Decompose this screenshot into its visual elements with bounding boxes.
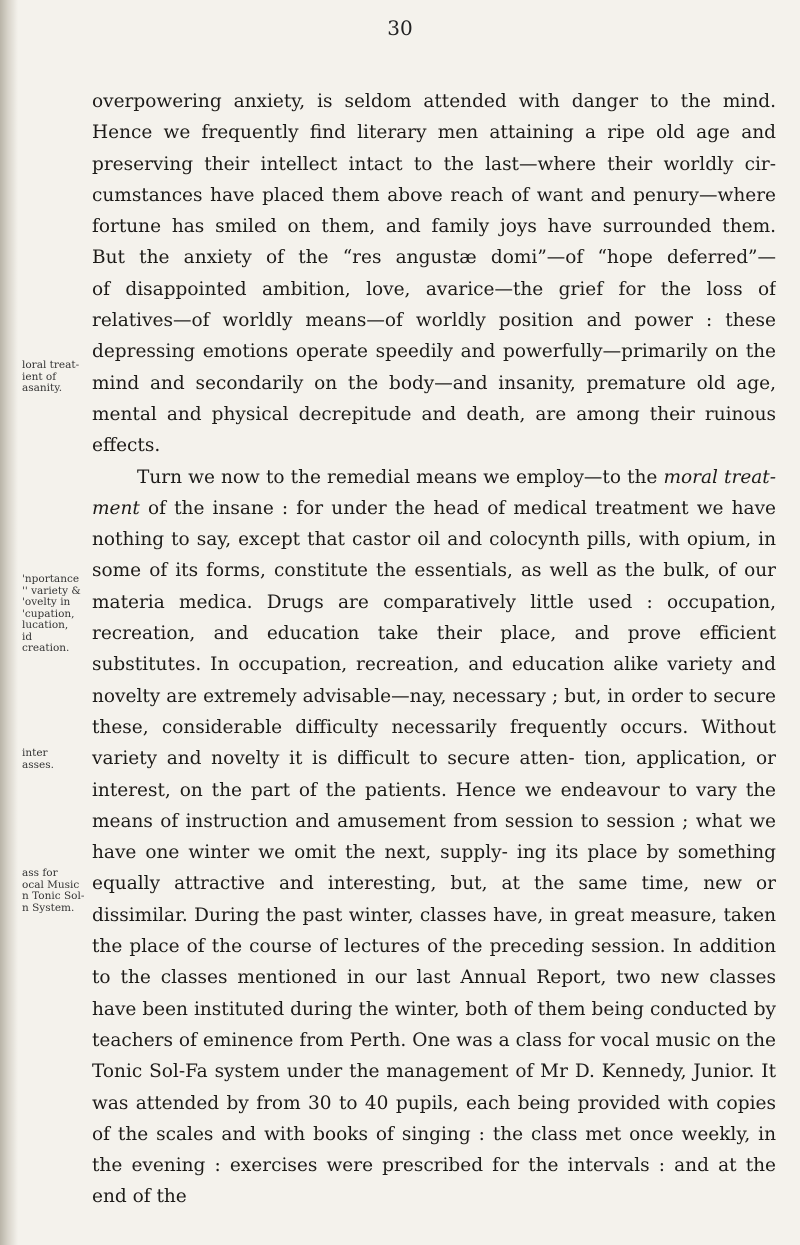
text-line: mind and secondarily on the body—and insanity, premature old age, (92, 372, 776, 394)
text-line: relatives—of worldly means—of worldly position and power : these (92, 310, 776, 332)
paragraph-2-lead: Turn we now to the remedial means we employ—to the (137, 466, 664, 488)
margin-note-line: n System. (22, 901, 75, 914)
page-gutter-shadow (0, 0, 18, 1245)
text-line: overpowering anxiety, is seldom attended with danger to the mind. (92, 91, 776, 112)
margin-note-line: id (22, 630, 33, 643)
margin-note-line: lucation, (22, 619, 69, 631)
margin-note-moral-treatment (22, 360, 102, 395)
text-line: effects. (92, 435, 161, 457)
margin-note-line: 'cupation, (22, 607, 75, 620)
margin-note-line: n Tonic Sol- (22, 890, 85, 902)
text-line: But the anxiety of the “res angustæ domi”—of “hope deferred”— (92, 247, 776, 269)
moral-treatment-italic: moral treat- ment (92, 466, 776, 519)
text-line: depressing emotions operate speedily and powerfully—primarily on the (92, 341, 776, 363)
text-line: Hence we frequently find literary men attaining a ripe old age and (92, 122, 776, 144)
margin-note-line: inter (22, 748, 48, 759)
text-line: of disappointed ambition, love, avarice—the grief for the loss of (92, 278, 776, 300)
margin-note-line: '' variety & (22, 584, 81, 597)
margin-note-line: 'nportance (22, 574, 80, 585)
margin-note-line: ocal Music (22, 878, 80, 891)
margin-note-line: loral treat- (22, 360, 80, 371)
margin-note-importance-variety (22, 574, 102, 655)
margin-note-line: asanity. (22, 382, 63, 394)
text-line: mental and physical decrepitude and death, are among their ruinous (92, 403, 776, 425)
margin-note-line: ass for (22, 868, 58, 879)
body-text (92, 86, 776, 1213)
margin-note-vocal-music (22, 868, 102, 914)
margin-note-line: ient of (22, 370, 57, 383)
page-number: 30 (387, 16, 413, 40)
margin-note-line: creation. (22, 642, 70, 654)
paragraph-2 (92, 462, 776, 1213)
margin-note-line: 'ovelty in (22, 596, 71, 608)
text-line: cumstances have placed them above reach of want and penury—where (92, 184, 776, 206)
margin-note-winter-classes (22, 748, 102, 771)
paragraph-1 (92, 86, 776, 462)
text-line: fortune has smiled on them, and family joys have surrounded them. (92, 216, 776, 238)
margin-note-line: asses. (22, 758, 54, 771)
paragraph-2-body: of the insane : for under the head of medical treatment we have nothing to say, except that castor oil and colocynth pills, with opium, in some of its forms, constitute the essentials, as well as the bulk, of our materia medica. Drugs are comparatively little used : occupation, recreation, and education take their place, and prove efficient substitutes. In occupation, recreation, and education alike variety and novelty are extremely advisable—nay, necessary ; but, in order to secure these, considerable difficulty necessarily frequently occurs. Without variety and novelty it is difficult to secure atten- tion, application, or interest, on the part of the patients. Hence we endeavour to vary the means of instruction and amusement from session to session ; what we have one winter we omit the next, supply- ing its place by something equally attractive and interesting, but, at the same time, new or dissimilar. During the past winter, classes have, in great measure, taken the place of the course of lectures of the preceding session. In addition to the classes mentioned in our last Annual Report, two new classes have been instituted during the winter, both of them being conducted by teachers of eminence from Perth. One was a class for vocal music on the Tonic Sol-Fa system under the management of Mr D. Kennedy, Junior. It was attended by from 30 to 40 pupils, each being provided with copies of the scales and with books of singing : the class met once weekly, in the evening : exercises were prescribed for the intervals : and at the end of the (92, 497, 776, 1208)
text-line: preserving their intellect intact to the last—where their worldly cir- (92, 153, 776, 175)
